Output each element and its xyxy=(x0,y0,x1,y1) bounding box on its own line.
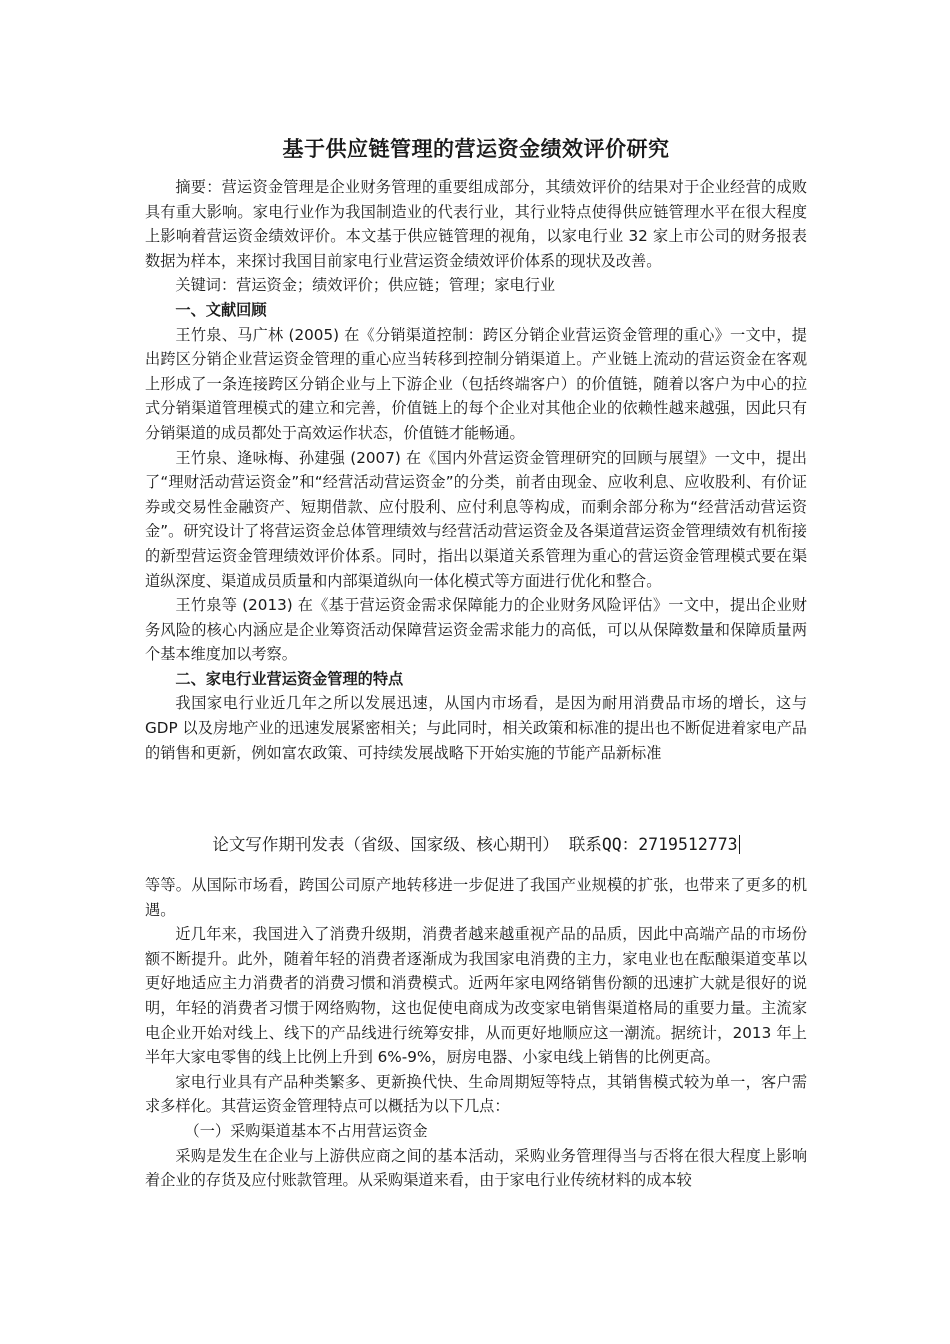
banner-text: 论文写作期刊发表（省级、国家级、核心期刊） 联系QQ： xyxy=(212,835,639,854)
industry-paragraph-1-part-1: 我国家电行业近几年之所以发展迅速，从国内市场看，是因为耐用消费品市场的增长，这与 GDP 以及房地产业的迅速发展紧密相关；与此同时，相关政策和标准的提出也不断促进着家电产品的销售和更新，例如富农政策、可持续发展战略下开始实施的节能产品新标准 xyxy=(145,694,807,762)
content-block-bottom xyxy=(145,873,807,1193)
industry-paragraph-2: 近几年来，我国进入了消费升级期，消费者越来越重视产品的品质，因此中高端产品的市场份额不断提升。此外，随着年轻的消费者逐渐成为我国家电消费的主力，家电业也在酝酿渠道变革以更好地适应主力消费者的消费习惯和消费模式。近两年家电网络销售份额的迅速扩大就是很好的说明，年轻的消费者习惯于网络购物，这也促使电商成为改变家电销售渠道格局的重要力量。主流家电企业开始对线上、线下的产品线进行统筹安排，从而更好地顺应这一潮流。据统计，2013 年上半年大家电零售的线上比例上升到 6%-9%，厨房电器、小家电线上销售的比例更高。 xyxy=(145,925,807,1067)
industry-paragraph-3: 家电行业具有产品种类繁多、更新换代快、生命周期短等特点，其销售模式较为单一，客户需求多样化。其营运资金管理特点可以概括为以下几点： xyxy=(145,1072,807,1116)
keywords-line: 关键词：营运资金；绩效评价；供应链；管理；家电行业 xyxy=(175,276,556,295)
literature-paragraph-1: 王竹泉、马广林 (2005) 在《分销渠道控制：跨区分销企业营运资金管理的重心》一文中，提出跨区分销企业营运资金管理的重心应当转移到控制分销渠道上。产业链上流动的营运资金在客观上形成了一条连接跨区分销企业与上下游企业（包括终端客户）的价值链，随着以客户为中心的拉式分销渠道管理模式的建立和完善，价值链上的每个企业对其他企业的依赖性越来越强，因此只有分销渠道的成员都处于高效运作状态，价值链才能畅通。 xyxy=(145,325,807,442)
procurement-paragraph: 采购是发生在企业与上游供应商之间的基本活动，采购业务管理得当与否将在很大程度上影响着企业的存货及应付账款管理。从采购渠道来看，由于家电行业传统材料的成本较 xyxy=(145,1146,807,1190)
section-heading-literature-review: 一、文献回顾 xyxy=(175,300,267,319)
literature-paragraph-2: 王竹泉、逄咏梅、孙建强 (2007) 在《国内外营运资金管理研究的回顾与展望》一文中，提出了“理财活动营运资金”和“经营活动营运资金”的分类，前者由现金、应收利息、应收股利、有价证券或交易性金融资产、短期借款、应付股利、应付利息等构成，而剩余部分称为“经营活动营运资金”。研究设计了将营运资金总体管理绩效与经营活动营运资金及各渠道营运资金管理绩效有机衔接的新型营运资金管理绩效评价体系。同时，指出以渠道关系管理为重心的营运资金管理模式要在渠道纵深度、渠道成员质量和内部渠道纵向一体化模式等方面进行优化和整合。 xyxy=(145,448,807,590)
subsection-heading-procurement: （一）采购渠道基本不占用营运资金 xyxy=(184,1121,428,1140)
content-block-top xyxy=(145,175,807,765)
section-heading-industry-features: 二、家电行业营运资金管理的特点 xyxy=(175,669,404,688)
literature-paragraph-3: 王竹泉等 (2013) 在《基于营运资金需求保障能力的企业财务风险评估》一文中，提出企业财务风险的核心内涵应是企业筹资活动保障营运资金需求能力的高低，可以从保障数量和保障质量两个基本维度加以考察。 xyxy=(145,596,807,664)
banner-qq-number: 2719512773 xyxy=(638,835,738,854)
industry-paragraph-1-part-2: 等等。从国际市场看，跨国公司原产地转移进一步促进了我国产业规模的扩张，也带来了更多的机遇。 xyxy=(145,876,807,919)
paper-title: 基于供应链管理的营运资金绩效评价研究 xyxy=(282,137,670,161)
advertisement-banner xyxy=(145,832,807,858)
abstract-paragraph: 摘要：营运资金管理是企业财务管理的重要组成部分，其绩效评价的结果对于企业经营的成败具有重大影响。家电行业作为我国制造业的代表行业，其行业特点使得供应链管理水平在很大程度上影响着营运资金绩效评价。本文基于供应链管理的视角，以家电行业 32 家上市公司的财务报表数据为样本，来探讨我国目前家电行业营运资金绩效评价体系的现状及改善。 xyxy=(145,178,807,270)
